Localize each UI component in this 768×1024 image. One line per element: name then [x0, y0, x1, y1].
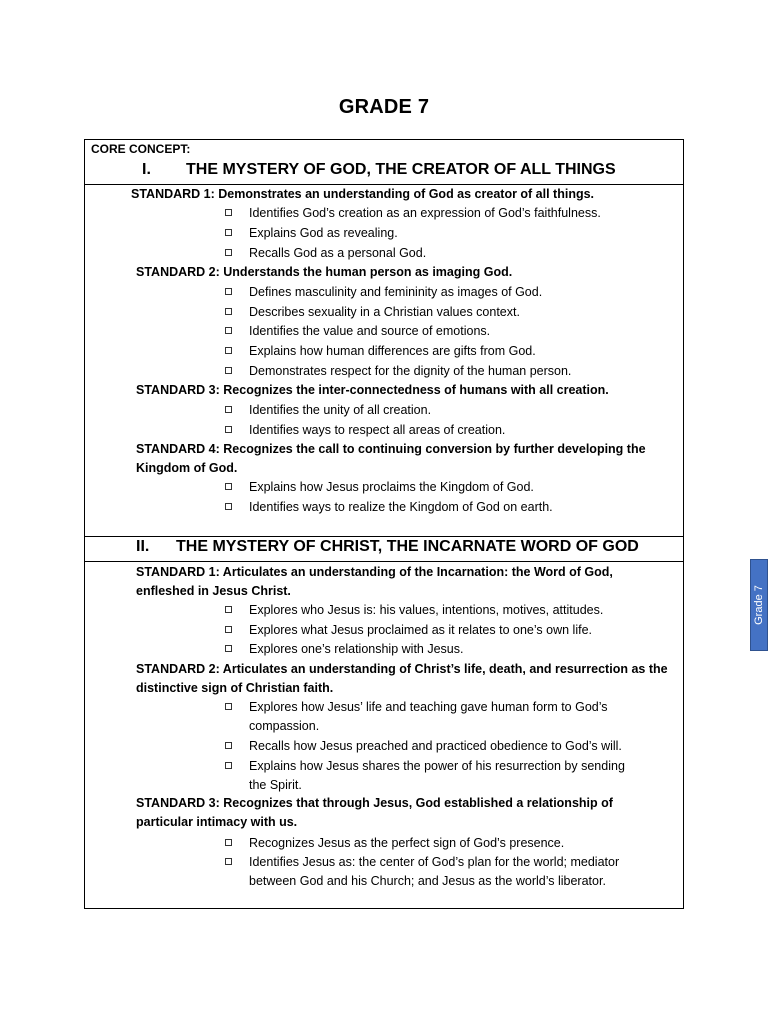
checkbox-icon	[225, 367, 232, 374]
section-heading-2	[136, 538, 639, 556]
standard-2-3: STANDARD 3: Recognizes that through Jesus, God established a relationship of particular intimacy with us.	[136, 796, 613, 829]
checkbox-icon	[225, 209, 232, 216]
checkbox-icon	[225, 626, 232, 633]
list-item: Recognizes Jesus as the perfect sign of God’s presence.	[225, 834, 645, 853]
section-title-2: THE MYSTERY OF CHRIST, THE INCARNATE WORD OF GOD	[176, 538, 639, 555]
checkbox-icon	[225, 249, 232, 256]
list-item: Explains God as revealing.	[225, 224, 645, 243]
list-item: Identifies ways to realize the Kingdom of God on earth.	[225, 498, 645, 517]
standard-1-1: STANDARD 1: Demonstrates an understanding of God as creator of all things.	[131, 187, 595, 201]
standard-1-3: STANDARD 3: Recognizes the inter-connectedness of humans with all creation.	[136, 383, 609, 397]
divider	[85, 536, 683, 537]
core-concept-label: CORE CONCEPT:	[91, 142, 191, 156]
curriculum-table	[84, 139, 684, 909]
section-title-1: THE MYSTERY OF GOD, THE CREATOR OF ALL THINGS	[186, 161, 616, 178]
list-item: Describes sexuality in a Christian values context.	[225, 303, 645, 322]
section-heading-1	[142, 161, 616, 179]
checkbox-icon	[225, 606, 232, 613]
list-item: Identifies God’s creation as an expression of God’s faithfulness.	[225, 204, 645, 223]
checkbox-icon	[225, 483, 232, 490]
checkbox-icon	[225, 229, 232, 236]
checkbox-icon	[225, 742, 232, 749]
list-item: Recalls how Jesus preached and practiced obedience to God’s will.	[225, 737, 645, 756]
checkbox-icon	[225, 327, 232, 334]
list-item: Explores what Jesus proclaimed as it relates to one’s own life.	[225, 621, 645, 640]
divider	[85, 561, 683, 562]
page-title: GRADE 7	[338, 96, 430, 118]
list-item: Identifies the value and source of emotions.	[225, 322, 645, 341]
list-item: Identifies ways to respect all areas of creation.	[225, 421, 645, 440]
checkbox-icon	[225, 406, 232, 413]
list-item: Identifies Jesus as: the center of God’s plan for the world; mediator between God and his Church; and Jesus as the world’s liberator.	[225, 853, 645, 891]
checkbox-icon	[225, 703, 232, 710]
checkbox-icon	[225, 503, 232, 510]
checkbox-icon	[225, 839, 232, 846]
standard-2-1: STANDARD 1: Articulates an understanding of the Incarnation: the Word of God, enfleshed in Jesus Christ.	[136, 565, 613, 598]
list-item: Explains how Jesus shares the power of his resurrection by sending the Spirit.	[225, 757, 645, 795]
standard-2-2: STANDARD 2: Articulates an understanding of Christ’s life, death, and resurrection as the distinctive sign of Christian faith.	[136, 662, 668, 695]
section-numeral-1: I.	[142, 161, 151, 178]
list-item: Explains how human differences are gifts from God.	[225, 342, 645, 361]
standard-1-4: STANDARD 4: Recognizes the call to continuing conversion by further developing the Kingdom of God.	[136, 442, 646, 475]
checkbox-icon	[225, 858, 232, 865]
list-item: Defines masculinity and femininity as images of God.	[225, 283, 645, 302]
checkbox-icon	[225, 645, 232, 652]
checkbox-icon	[225, 308, 232, 315]
list-item: Explores who Jesus is: his values, intentions, motives, attitudes.	[225, 601, 645, 620]
list-item: Identifies the unity of all creation.	[225, 401, 645, 420]
list-item: Demonstrates respect for the dignity of the human person.	[225, 362, 645, 381]
grade-side-tab[interactable]	[750, 559, 768, 651]
side-tab-label: Grade 7	[753, 585, 765, 625]
checkbox-icon	[225, 762, 232, 769]
checkbox-icon	[225, 426, 232, 433]
standard-1-2: STANDARD 2: Understands the human person as imaging God.	[136, 265, 513, 279]
checkbox-icon	[225, 347, 232, 354]
list-item: Explains how Jesus proclaims the Kingdom of God.	[225, 478, 645, 497]
list-item: Explores how Jesus’ life and teaching gave human form to God’s compassion.	[225, 698, 645, 736]
section-numeral-2: II.	[136, 538, 150, 555]
list-item: Recalls God as a personal God.	[225, 244, 645, 263]
checkbox-icon	[225, 288, 232, 295]
list-item: Explores one’s relationship with Jesus.	[225, 640, 645, 659]
